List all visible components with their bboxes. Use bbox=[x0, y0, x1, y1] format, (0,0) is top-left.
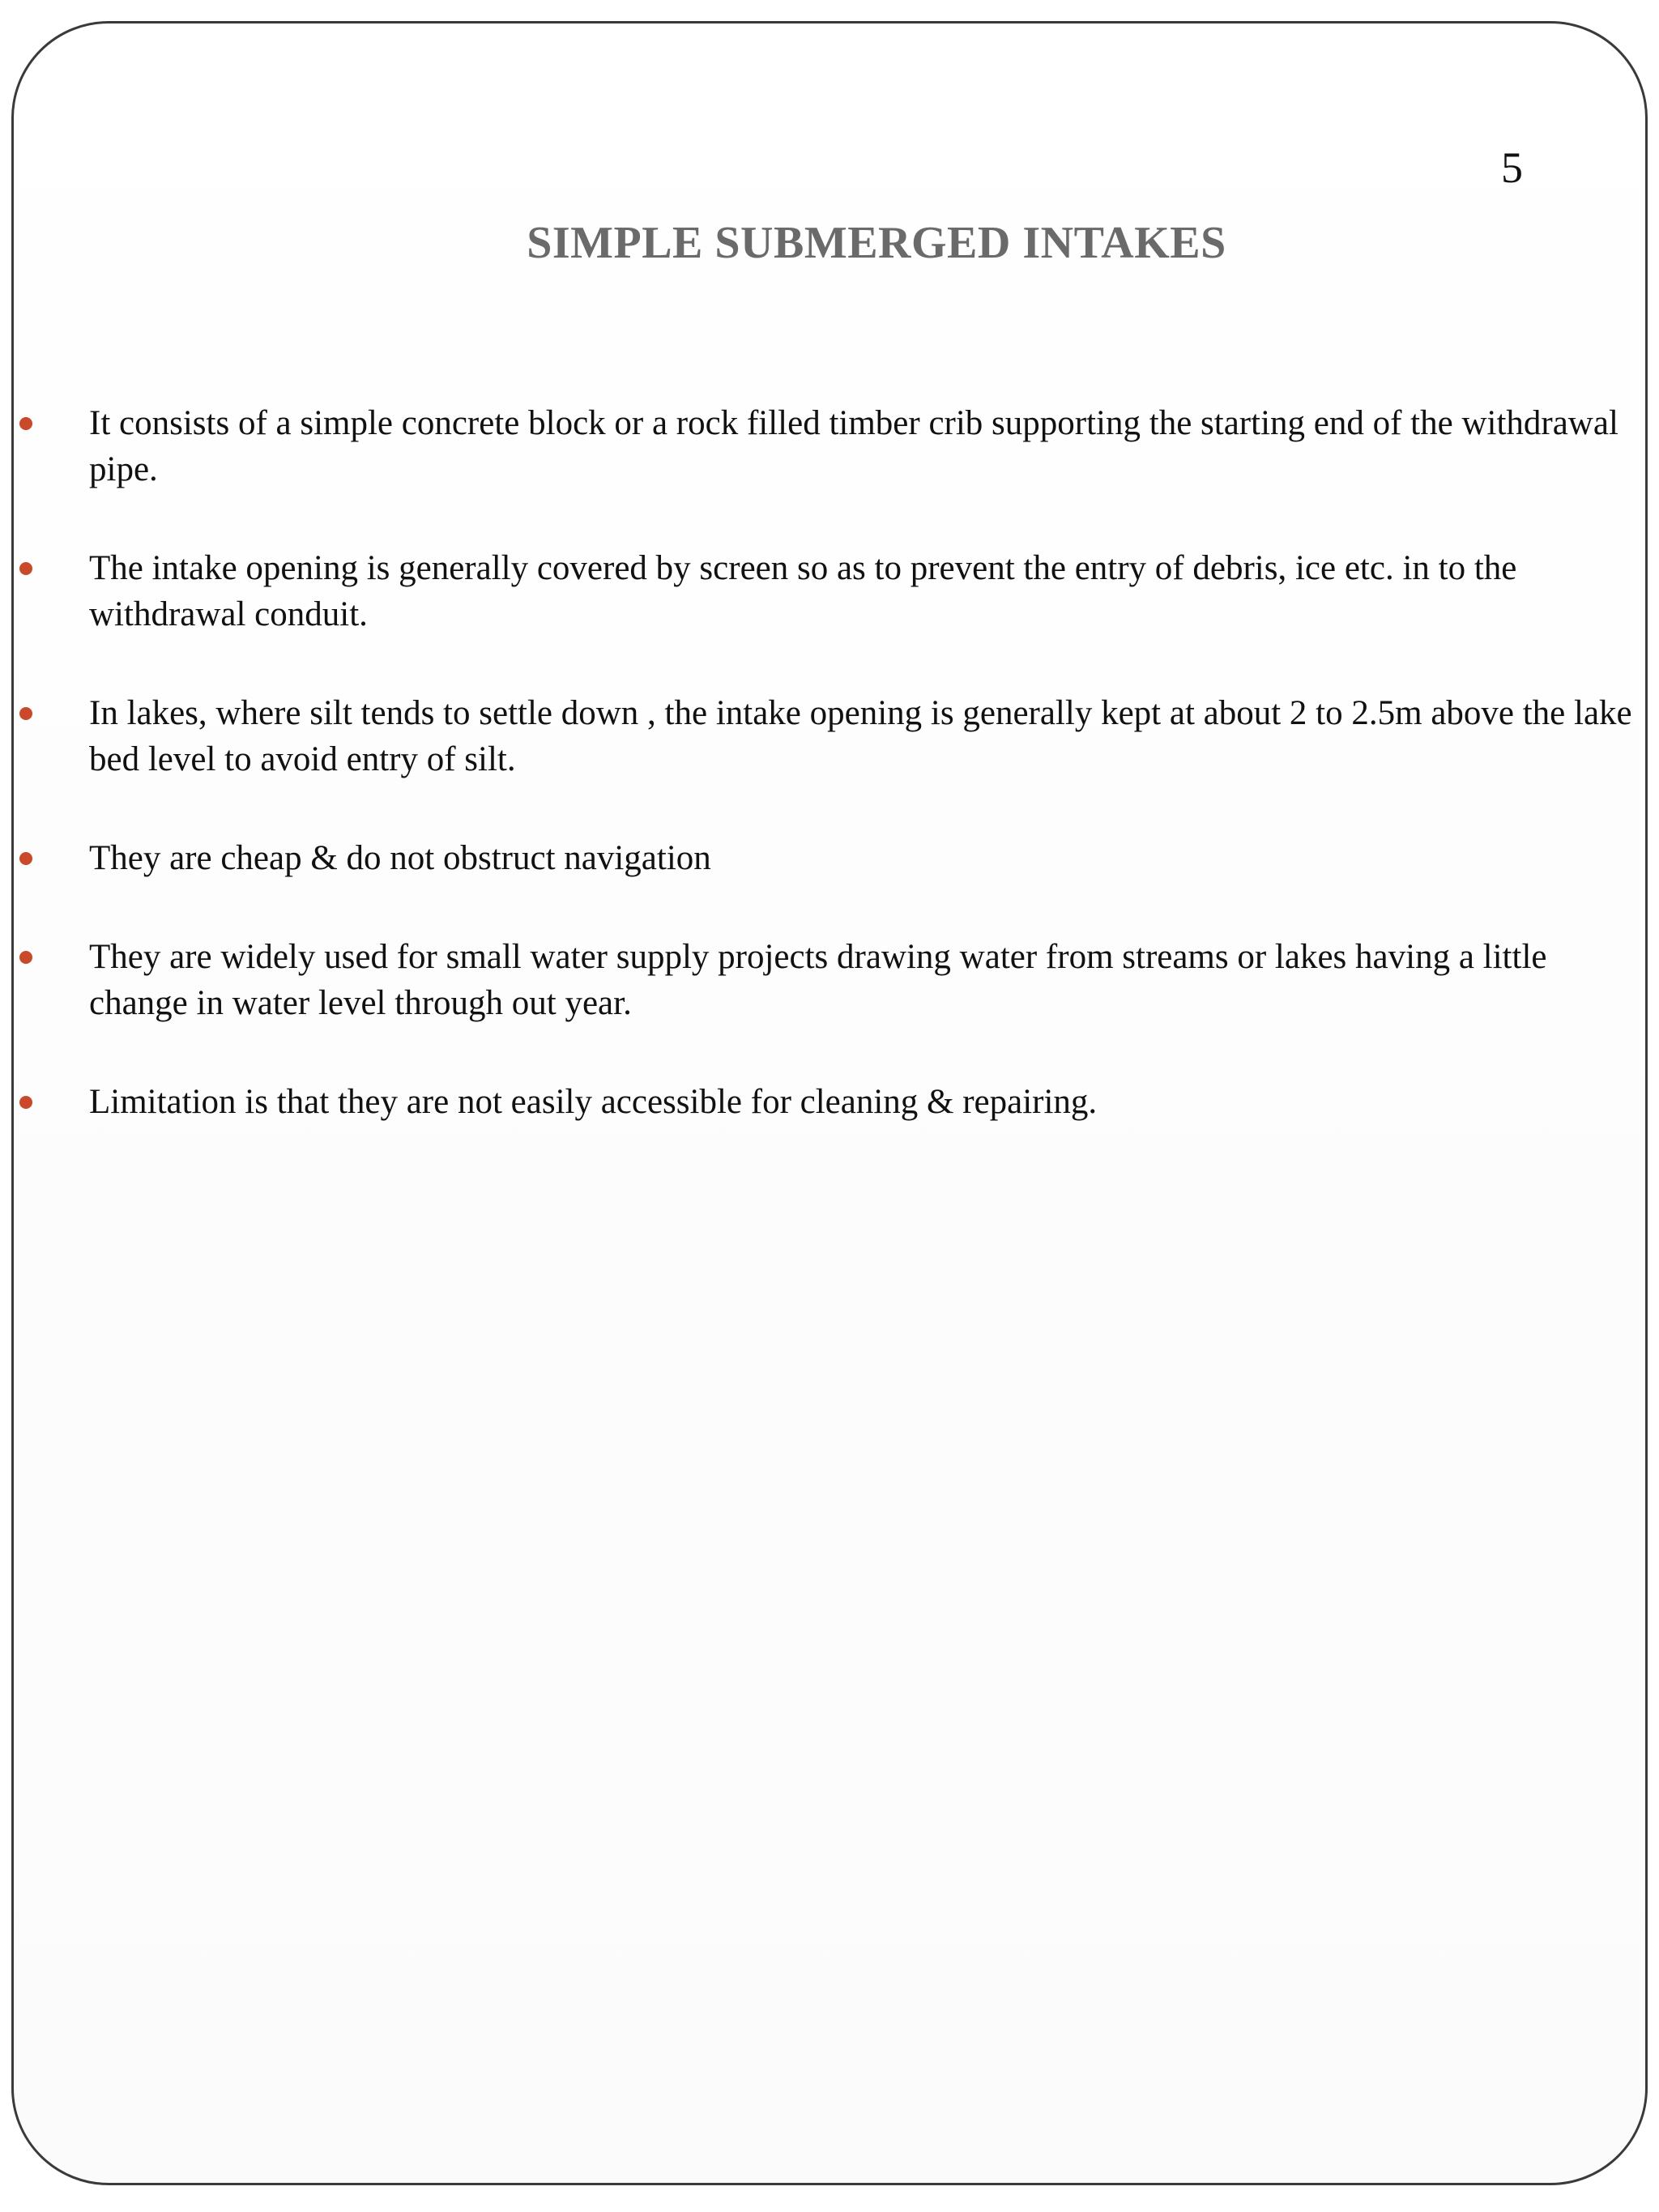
bullet-dot-icon bbox=[19, 1096, 32, 1109]
bullet-dot-icon bbox=[19, 417, 32, 430]
bullet-dot-icon bbox=[19, 562, 32, 575]
bullet-text: Limitation is that they are not easily accessible for cleaning & repairing. bbox=[89, 1083, 1098, 1121]
bullet-text: They are widely used for small water supply projects drawing water from streams or lakes having a little change in water level through out year. bbox=[89, 938, 1547, 1022]
bullet-item bbox=[0, 1079, 1653, 1125]
bullet-item bbox=[0, 835, 1653, 881]
bullet-text: In lakes, where silt tends to settle down , the intake opening is generally kept at about 2 to 2.5m above the lake bed level to avoid entry of silt. bbox=[89, 694, 1632, 778]
bullet-item bbox=[0, 690, 1653, 782]
bullet-text: It consists of a simple concrete block or a rock filled timber crib supporting the starting end of the withdrawal pipe. bbox=[89, 404, 1618, 488]
slide-title: SIMPLE SUBMERGED INTAKES bbox=[527, 218, 1226, 268]
bullet-text: The intake opening is generally covered by screen so as to prevent the entry of debris, ice etc. in to the withdrawal conduit. bbox=[89, 549, 1517, 633]
bullet-dot-icon bbox=[19, 707, 32, 720]
bullet-dot-icon bbox=[19, 951, 32, 964]
bullet-item bbox=[0, 545, 1653, 637]
page-number: 5 bbox=[1501, 143, 1523, 192]
bullet-dot-icon bbox=[19, 852, 32, 865]
bullet-text: They are cheap & do not obstruct navigation bbox=[89, 839, 711, 877]
bullet-item bbox=[0, 400, 1653, 492]
bullet-item bbox=[0, 934, 1653, 1026]
bullet-list bbox=[0, 400, 1653, 1178]
